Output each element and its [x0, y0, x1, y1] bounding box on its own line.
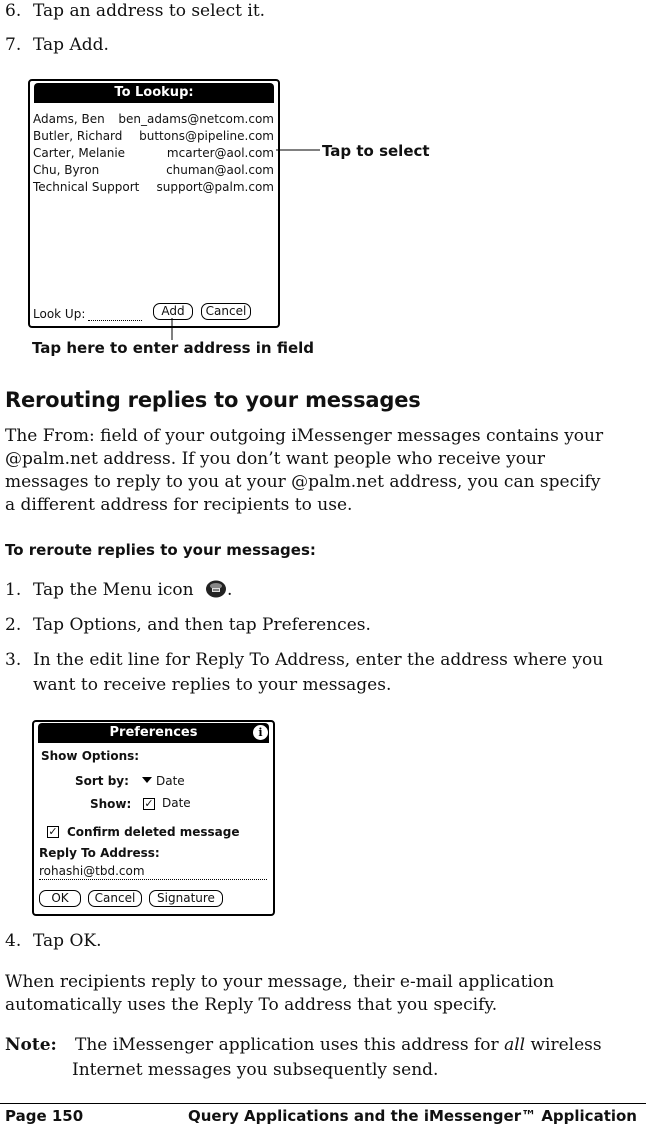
lookup-row-name[interactable]: Adams, Ben [33, 112, 105, 126]
step-text: Tap OK. [33, 931, 102, 951]
sort-by-select[interactable] [142, 774, 185, 788]
step-text: want to receive replies to your messages. [33, 675, 392, 695]
para-line: @palm.net address. If you don’t want people who receive your [5, 449, 546, 469]
lookup-row-email[interactable]: chuman@aol.com [166, 163, 274, 177]
section-paragraph [5, 425, 603, 517]
para-line: a different address for recipients to use. [5, 495, 353, 515]
note-line-1 [75, 1034, 602, 1057]
preferences-title-text: Preferences [109, 725, 198, 740]
step-number: 4. [5, 931, 22, 951]
confirm-label: Confirm deleted message [67, 825, 240, 839]
para-line: The From: field of your outgoing iMessenger messages contains your [5, 426, 604, 446]
signature-button[interactable]: Signature [149, 890, 223, 907]
step-text-main: Tap the Menu icon [33, 580, 194, 600]
reply-to-input[interactable]: rohashi@tbd.com [39, 864, 145, 878]
page-number: Page 150 [5, 1107, 84, 1125]
info-icon[interactable]: i [253, 725, 268, 740]
note-text: wireless [525, 1035, 602, 1055]
lookup-label: Look Up: [33, 307, 86, 321]
chapter-title: Query Applications and the iMessenger™ Application [188, 1107, 637, 1125]
show-options-label: Show Options: [41, 749, 140, 763]
show-value: Date [162, 796, 191, 810]
ok-button[interactable]: OK [39, 890, 81, 907]
para-line: messages to reply to you at your @palm.net address, you can specify [5, 472, 601, 492]
show-checkbox[interactable]: ✓ [144, 797, 154, 810]
section-heading: Rerouting replies to your messages [5, 388, 421, 412]
preferences-screen [32, 720, 275, 916]
lookup-row-email[interactable]: ben_adams@netcom.com [118, 112, 274, 126]
footer-rule [0, 1103, 646, 1104]
sort-by-label: Sort by: [75, 774, 129, 788]
step-text: Tap Add. [33, 35, 109, 55]
closing-line: automatically uses the Reply To address that you specify. [5, 995, 498, 1015]
sort-by-value: Date [156, 774, 185, 788]
lookup-row-email[interactable]: mcarter@aol.com [166, 146, 274, 160]
note-text: The iMessenger application uses this address for [75, 1035, 505, 1055]
step-number: 7. [5, 35, 22, 55]
menu-icon [205, 579, 227, 599]
lookup-title: To Lookup: [34, 83, 274, 103]
note-line-2: Internet messages you subsequently send. [72, 1060, 439, 1080]
step-text: In the edit line for Reply To Address, enter the address where you [33, 650, 604, 670]
lookup-row-email[interactable]: support@palm.com [156, 180, 274, 194]
step-text: Tap an address to select it. [33, 1, 266, 21]
closing-paragraph [5, 971, 554, 1017]
note-emphasis: all [504, 1035, 526, 1055]
step-number: 1. [5, 580, 22, 600]
callout-select: Tap to select [322, 142, 430, 160]
reply-to-input-line [39, 879, 267, 880]
step-number: 3. [5, 650, 22, 670]
closing-line: When recipients reply to your message, their e-mail application [5, 972, 555, 992]
step-text [33, 579, 232, 602]
confirm-checkbox[interactable]: ✓ [48, 825, 58, 838]
note-label: Note: [5, 1035, 57, 1055]
lookup-row-name[interactable]: Carter, Melanie [33, 146, 126, 160]
chevron-down-icon [142, 777, 152, 783]
cancel-button[interactable]: Cancel [201, 303, 251, 320]
step-text: Tap Options, and then tap Preferences. [33, 615, 371, 635]
step-number: 2. [5, 615, 22, 635]
add-button[interactable]: Add [153, 303, 193, 320]
step-number: 6. [5, 1, 22, 21]
lookup-row-name[interactable]: Technical Support [33, 180, 140, 194]
callout-enter: Tap here to enter address in field [32, 339, 314, 357]
step-text-suffix: . [227, 580, 233, 600]
lookup-row-email[interactable]: buttons@pipeline.com [139, 129, 274, 143]
callout-lines [0, 0, 646, 360]
procedure-heading: To reroute replies to your messages: [5, 541, 316, 559]
cancel-button[interactable]: Cancel [88, 890, 142, 907]
lookup-row-name[interactable]: Chu, Byron [33, 163, 100, 177]
lookup-row-name[interactable]: Butler, Richard [33, 129, 123, 143]
reply-to-label: Reply To Address: [39, 846, 160, 860]
show-label: Show: [90, 797, 132, 811]
preferences-title [38, 723, 269, 743]
